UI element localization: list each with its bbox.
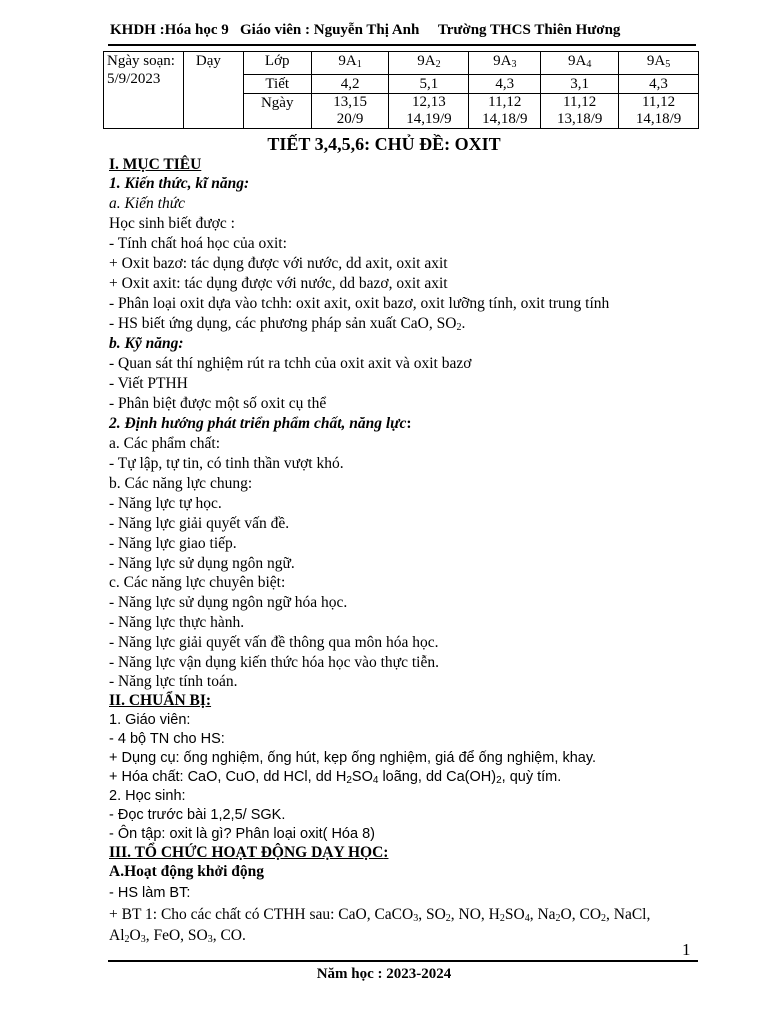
- section-heading: III. TỔ CHỨC HOẠT ĐỘNG DẠY HỌC:: [109, 844, 389, 861]
- text-line: - Năng lực thực hành.: [109, 614, 245, 631]
- class-row-label: Lớp: [243, 52, 311, 75]
- period-cell: 5,1: [389, 75, 469, 94]
- text-line: b. Các năng lực chung:: [109, 475, 253, 492]
- day-cell: 13,15 20/9: [311, 94, 389, 129]
- class-cell: $9A_5$: [619, 52, 699, 75]
- lesson-title: TIẾT 3,4,5,6: CHỦ ĐỀ: OXIT: [267, 134, 501, 154]
- day-row-label: Ngày: [243, 94, 311, 129]
- text-line: Học sinh biết được :: [109, 215, 235, 232]
- subsection-heading: A.Hoạt động khởi động: [109, 863, 265, 880]
- text-line: - Năng lực tính toán.: [109, 673, 238, 690]
- text-line: + Dụng cụ: ống nghiệm, ống hút, kẹp ống nghiệm, giá để ống nghiệm, khay.: [109, 750, 597, 766]
- text-line: 2. Học sinh:: [109, 788, 186, 804]
- period-cell: 4,2: [311, 75, 389, 94]
- section-heading: II. CHUẨN BỊ:: [109, 692, 212, 709]
- text-line: - HS biết ứng dụng, các phương pháp sản xuất CaO, $SO_2$.: [109, 315, 466, 333]
- prepared-cell: Ngày soạn: 5/9/2023: [104, 52, 184, 129]
- header-rule: [108, 44, 696, 46]
- text-line: - Phân biệt được một số oxit cụ thể: [109, 395, 327, 412]
- schedule-table: [103, 51, 699, 129]
- subsection-heading: 1. Kiến thức, kĩ năng:: [109, 175, 250, 192]
- page-number: 1: [682, 940, 691, 959]
- period-cell: 3,1: [541, 75, 619, 94]
- exercise-line: + BT 1: Cho các chất có CTHH sau: CaO, CaCO$_3$, $SO_2$, NO, $H_2SO_4$, $Na_2O$, $CO_2$, NaCl,: [109, 906, 651, 924]
- text-line: - Quan sát thí nghiệm rút ra tchh của oxit axit và oxit bazơ: [109, 355, 472, 372]
- section-heading: I. MỤC TIÊU: [109, 156, 202, 173]
- text-line: - 4 bộ TN cho HS:: [109, 731, 225, 747]
- class-cell: $9A_1$: [311, 52, 389, 75]
- subheading: b. Kỹ năng:: [109, 335, 184, 352]
- class-cell: $9A_4$: [541, 52, 619, 75]
- text-line: - HS làm BT:: [109, 885, 191, 901]
- text-line: - Đọc trước bài 1,2,5/ SGK.: [109, 807, 286, 823]
- text-line: 1. Giáo viên:: [109, 712, 191, 728]
- exercise-line: $Al_2O_3$, FeO, $SO_3$, CO.: [109, 927, 246, 945]
- text-line: c. Các năng lực chuyên biệt:: [109, 574, 286, 591]
- text-line: - Tính chất hoá học của oxit:: [109, 235, 287, 252]
- text-line: - Năng lực tự học.: [109, 495, 222, 512]
- text-line: - Năng lực giải quyết vấn đề thông qua môn hóa học.: [109, 634, 439, 651]
- text-line: + Oxit axit: tác dụng được với nước, dd bazơ, oxit axit: [109, 275, 448, 292]
- subheading: a. Kiến thức: [109, 195, 186, 212]
- text-line: - Năng lực sử dụng ngôn ngữ.: [109, 555, 295, 572]
- day-cell: 11,12 14,18/9: [619, 94, 699, 129]
- text-line: - Năng lực sử dụng ngôn ngữ hóa học.: [109, 594, 348, 611]
- text-line: - Ôn tập: oxit là gì? Phân loại oxit( Hóa 8): [109, 826, 375, 842]
- period-cell: 4,3: [619, 75, 699, 94]
- text-line: - Năng lực giải quyết vấn đề.: [109, 515, 290, 532]
- page-footer: Năm học : 2023-2024: [316, 966, 452, 982]
- day-cell: 12,13 14,19/9: [389, 94, 469, 129]
- teach-label: Dạy: [183, 52, 243, 129]
- text-line: - Năng lực vận dụng kiến thức hóa học vào thực tiễn.: [109, 654, 439, 671]
- class-cell: $9A_2$: [389, 52, 469, 75]
- text-line: + Oxit bazơ: tác dụng được với nước, dd axit, oxit axit: [109, 255, 448, 272]
- text-line: a. Các phẩm chất:: [109, 435, 221, 452]
- class-cell: $9A_3$: [469, 52, 541, 75]
- text-line: - Năng lực giao tiếp.: [109, 535, 237, 552]
- page-header: KHDH :Hóa học 9 Giáo viên : Nguyễn Thị Anh Trường THCS Thiên Hương: [110, 22, 621, 38]
- period-row-label: Tiết: [243, 75, 311, 94]
- text-line: - Viết PTHH: [109, 375, 188, 392]
- subsection-heading: 2. Định hướng phát triển phẩm chất, năng lực:: [109, 415, 412, 432]
- text-line: + Hóa chất: CaO, CuO, dd HCl, dd $H_2SO_4$ loãng, dd $Ca(OH)_2$, quỳ tím.: [109, 769, 562, 786]
- period-cell: 4,3: [469, 75, 541, 94]
- footer-rule: [108, 960, 698, 962]
- text-line: - Phân loại oxit dựa vào tchh: oxit axit, oxit bazơ, oxit lưỡng tính, oxit trung tính: [109, 295, 610, 312]
- text-line: - Tự lập, tự tin, có tinh thần vượt khó.: [109, 455, 344, 472]
- day-cell: 11,12 13,18/9: [541, 94, 619, 129]
- day-cell: 11,12 14,18/9: [469, 94, 541, 129]
